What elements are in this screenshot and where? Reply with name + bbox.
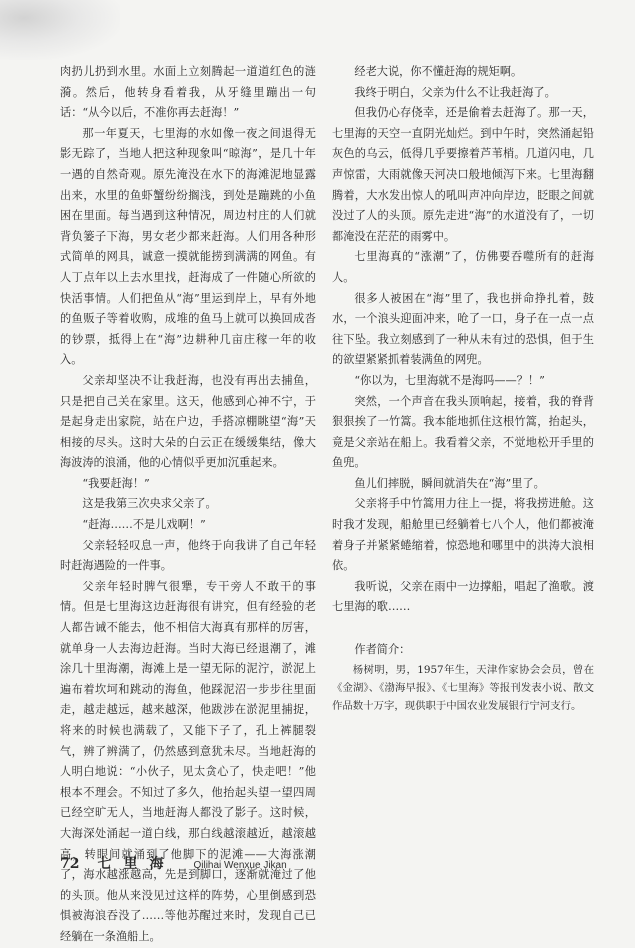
paragraph: 我听说，父亲在雨中一边撑船，唱起了渔歌。渡七里海的歌…… [332,579,594,614]
page-number: 72 [60,856,80,872]
magazine-name-en: Qilihai Wenxue Jikan [193,860,287,871]
paragraph: 这是我第三次央求父亲了。 [82,497,217,511]
paragraph: 父亲轻轻叹息一声，他终于向我讲了自己年轻时赶海遇险的一件事。 [60,538,316,573]
magazine-name-cn: 七里海 [97,856,176,872]
author-bio: 杨树明，男，1957年生，天津作家协会会员，曾在《金湖》、《渤海早报》、《七里海》等报刊发表小说、散文作品数十万字，现供职于中国农业发展银行宁河支行。 [332,663,594,712]
paragraph: 那一年夏天，七里海的水如像一夜之间退得无影无踪了，当地人把这种现象叫“晾海”，是几十年一遇的自然奇观。原先淹没在水下的海滩泥地显露出来，水里的鱼虾蟹纷纷搁浅，到处是蹦跳的小鱼困在里面。每当遇到这种情况，周边村庄的人们就背负篓子下海，男女老少都来赶海。人们用各种形式简单的网具，诚意一摸就能捞到满满的网鱼。有人丁点年以上去水里找，赶海成了一件随心所欲的快活事情。人们把鱼从“海”里运到岸上，早有外地的鱼贩子等着收购，成堆的鱼马上就可以换回成沓的钞票，抵得上在“海”边耕种几亩庄稼一年的收入。 [60,126,316,367]
corner-decoration [0,0,120,60]
paragraph: 我终于明白，父亲为什么不让我赶海了。 [354,85,556,99]
left-text-column [60,62,316,948]
paragraph: 父亲年轻时脾气很犟，专干旁人不敢干的事情。但是七里海这边赶海很有讲究，但有经验的老人都告诫不能去，他不相信大海真有那样的厉害，就单身一人去海边赶海。当时大海已经退潮了，滩涂几十里海潮，海滩上是一望无际的泥泞，淤泥上遍布着坎坷和跳动的海鱼，他踩泥沼一步步往里面走，越走越远，越来越深，他跋涉在淤泥里捕捉，将来的时候也满载了，又能下子了，孔上裤腿裂气，辨了辨满了，仍然感到意犹未尽。当地赶海的人明白地说：“小伙子，见太贪心了，快走吧！”他根本不理会。不知过了多久，他抬起头望一望四周已经空旷无人，当地赶海人都没了影子。这时候，大海深处涌起一道白线，那白线越滚越近，越滚越高，转眼间就涌到了他脚下的泥滩——大海涨潮了，海水越涨越高，先是到脚口，逐渐就淹过了他的头顶。他从来没见过这样的阵势，心里倒感到恐惧被海浪吞没了……等他苏醒过来时，发现自己已经躺在一条渔船上。 [60,579,316,943]
paragraph: 经老大说，你不懂赶海的规矩啊。 [354,65,523,78]
page-footer [60,853,580,873]
paragraph: 突然，一个声音在我头顶响起，接着，我的脊背狠狠挨了一竹篙。我本能地抓住这根竹篙，抬起头，竟是父亲站在船上。我看着父亲，不觉地松开手里的鱼兜。 [332,394,594,470]
right-text-column [332,62,594,715]
paragraph: 七里海真的“涨潮”了，仿佛要吞噬所有的赶海人。 [332,250,594,284]
paragraph: 父亲却坚决不让我赶海，也没有再出去捕鱼，只是把自己关在家里。这天，他感到心神不宁，于是起身走出家院，站在户边，手搭凉棚眺望“海”天相接的尽头。这时大朵的白云正在缓缓集结，像大海波涛的浪涌，他的心情似乎更加沉重起来。 [60,373,316,470]
paragraph: “赶海……不是儿戏啊！” [82,518,206,532]
paragraph: 但我仍心存侥幸，还是偷着去赶海了。那一天，七里海的天空一直阴光灿烂。到中午时，突然涌起铅灰色的乌云，低得几乎要擦着芦苇梢。几道闪电，几声惊雷，大雨就像天河决口般地倾泻下来。七里海翻腾着，大水发出惊人的吼叫声冲向岸边，眨眼之间就没过了人的头顶。原先走进“海”的水道没有了，一切都淹没在茫茫的雨雾中。 [332,106,594,243]
paragraph: 很多人被困在“海”里了，我也拼命挣扎着，鼓水，一个浪头迎面冲来，呛了一口，身子在一点一点往下坠。我立刻感到了一种从未有过的恐惧，但于生的欲望紧紧抓着装满鱼的网兜。 [332,291,594,367]
paragraph: “我要赶海！” [82,476,150,490]
right-column-body [332,62,594,618]
paragraph: 鱼儿们摔脱，瞬间就消失在“海”里了。 [354,476,545,490]
author-heading: 作者简介： [354,643,411,657]
paragraph: 肉扔儿扔到水里。水面上立刻腾起一道道红色的涟漪。然后，他转身看着我，从牙缝里蹦出一句话：“从今以后，不准你再去赶海！” [60,65,316,120]
paragraph: 父亲将手中竹篙用力往上一提，将我捞进舱。这时我才发现，船舱里已经躺着七八个人，他们都被淹着身子并紧紧蜷缩着，惊恐地和哪里中的洪涛大浪相依。 [332,497,594,573]
paragraph: “你以为，七里海就不是海吗——？！” [354,373,545,387]
